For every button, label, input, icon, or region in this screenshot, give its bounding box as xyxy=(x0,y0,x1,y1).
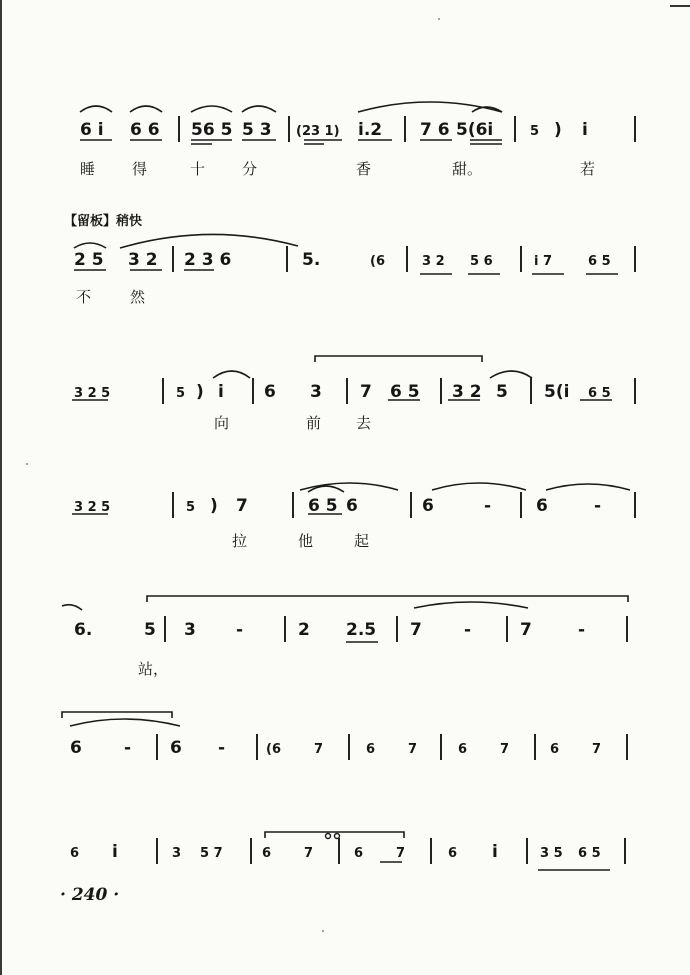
dash: - xyxy=(218,738,226,758)
barline xyxy=(634,246,636,272)
note-group: (23 1) xyxy=(296,124,340,139)
note: 5. xyxy=(302,250,321,270)
barline xyxy=(156,734,158,760)
note-group: 5 6 xyxy=(470,254,493,269)
note-group: 6 5 xyxy=(308,496,338,516)
note: 5 xyxy=(144,620,156,640)
lyric: 然 xyxy=(130,288,146,306)
note: 7 xyxy=(408,742,418,757)
note-group: 6 6 xyxy=(130,120,160,140)
dash: - xyxy=(464,620,472,640)
lyric: 若 xyxy=(580,160,596,178)
lyric: 站， xyxy=(138,660,169,678)
paren: ) xyxy=(554,120,562,140)
barline xyxy=(634,378,636,404)
note: 7 xyxy=(396,846,406,861)
notes-line xyxy=(0,496,690,526)
note-group: 3 2 xyxy=(128,250,158,270)
note: 6 xyxy=(354,846,364,861)
note: 6 xyxy=(536,496,548,516)
barline xyxy=(256,734,258,760)
note-group: 2 3 6 xyxy=(184,250,232,270)
notes-line xyxy=(0,250,690,280)
note: 6. xyxy=(74,620,93,640)
note-group: 5(6i xyxy=(456,120,494,140)
note: i xyxy=(582,120,588,140)
note: 5 xyxy=(496,382,508,402)
note-group: 6 5 xyxy=(578,846,601,861)
notes-line xyxy=(0,382,690,412)
dash: - xyxy=(578,620,586,640)
barline xyxy=(292,492,294,518)
lyric: 他 xyxy=(298,532,314,550)
speck xyxy=(322,930,324,932)
note: 3 xyxy=(184,620,196,640)
dash: - xyxy=(594,496,602,516)
note: 2 xyxy=(298,620,310,640)
lyric: 起 xyxy=(354,532,370,550)
note-group: 5(i xyxy=(544,382,570,402)
note: 6 xyxy=(346,496,358,516)
note: 7 xyxy=(314,742,324,757)
barline xyxy=(520,246,522,272)
note-group: 2 5 xyxy=(74,250,104,270)
notes-line xyxy=(0,620,690,650)
lyrics-line xyxy=(0,160,690,190)
note: 6 xyxy=(262,846,272,861)
barline xyxy=(526,838,528,864)
note-group: 5 3 xyxy=(242,120,272,140)
barline xyxy=(506,616,508,642)
lyric: 前 xyxy=(306,414,322,432)
note-group: 3 5 xyxy=(540,846,563,861)
note: i xyxy=(218,382,224,402)
note: i xyxy=(492,842,498,862)
page-number: · 240 · xyxy=(60,885,120,905)
notes-line xyxy=(0,842,690,872)
lyric: 拉 xyxy=(232,532,248,550)
barline xyxy=(156,838,158,864)
note: 5 xyxy=(176,386,186,401)
barline xyxy=(410,492,412,518)
notes-line xyxy=(0,738,690,768)
barline xyxy=(346,378,348,404)
barline xyxy=(288,116,290,142)
note-group: i.2 xyxy=(358,120,383,140)
note: 6 xyxy=(366,742,376,757)
note: 5 xyxy=(530,124,540,139)
lyrics-line xyxy=(0,660,690,690)
note: 2.5 xyxy=(346,620,377,640)
note: 3 xyxy=(172,846,182,861)
note-group: 3 2 5 xyxy=(74,386,111,401)
lyric: 甜。 xyxy=(452,160,483,178)
barline xyxy=(440,378,442,404)
dash: - xyxy=(124,738,132,758)
dash: - xyxy=(236,620,244,640)
note: 6 xyxy=(170,738,182,758)
note-group: 6 5 xyxy=(390,382,420,402)
barline xyxy=(162,378,164,404)
lyrics-line xyxy=(0,414,690,444)
note: 6 xyxy=(70,738,82,758)
note-group: 56 5 xyxy=(191,120,233,140)
note: 7 xyxy=(360,382,372,402)
note-group: 6 5 xyxy=(588,254,611,269)
lyric: 分 xyxy=(242,160,258,178)
lyric: 向 xyxy=(214,414,230,432)
barline xyxy=(514,116,516,142)
note-group: 7 6 xyxy=(420,120,450,140)
dash: - xyxy=(484,496,492,516)
barline xyxy=(286,246,288,272)
lyrics-line xyxy=(0,532,690,562)
note-group: 5 7 xyxy=(200,846,223,861)
barline xyxy=(534,734,536,760)
note-group: 3 2 5 xyxy=(74,500,111,515)
note-group: 6 5 xyxy=(588,386,611,401)
note: 6 xyxy=(550,742,560,757)
page-corner-mark xyxy=(670,5,690,7)
note: 7 xyxy=(410,620,422,640)
note: 7 xyxy=(592,742,602,757)
barline xyxy=(404,116,406,142)
lyric: 不 xyxy=(76,288,92,306)
barline xyxy=(348,734,350,760)
barline xyxy=(520,492,522,518)
barline xyxy=(178,116,180,142)
note: (6 xyxy=(266,742,281,757)
barline xyxy=(338,838,340,864)
barline xyxy=(626,616,628,642)
lyric: 睡 xyxy=(80,160,96,178)
note-group: 6 i xyxy=(80,120,104,140)
lyrics-line xyxy=(0,288,690,318)
note: 3 xyxy=(310,382,322,402)
note: 5 xyxy=(186,500,196,515)
barline xyxy=(396,616,398,642)
barline xyxy=(406,246,408,272)
tempo-mark: 【留板】稍快 xyxy=(64,214,143,229)
barline xyxy=(250,838,252,864)
note-group: 3 2 xyxy=(422,254,445,269)
speck xyxy=(438,18,440,20)
barline xyxy=(624,838,626,864)
barline xyxy=(530,378,532,404)
lyric: 十 xyxy=(190,160,206,178)
note: 6 xyxy=(264,382,276,402)
notes-line xyxy=(0,120,690,150)
lyric: 香 xyxy=(356,160,372,178)
lyric: 去 xyxy=(356,414,372,432)
barline xyxy=(634,492,636,518)
barline xyxy=(252,378,254,404)
note: 7 xyxy=(236,496,248,516)
barline xyxy=(172,246,174,272)
speck xyxy=(26,463,28,465)
note-group: 3 2 xyxy=(452,382,482,402)
barline xyxy=(440,734,442,760)
note: i xyxy=(112,842,118,862)
barline xyxy=(164,616,166,642)
paren: ) xyxy=(196,382,204,402)
note: 6 xyxy=(458,742,468,757)
note-group: i 7 xyxy=(534,254,553,269)
note: 6 xyxy=(70,846,80,861)
barline xyxy=(284,616,286,642)
barline xyxy=(626,734,628,760)
note: 7 xyxy=(520,620,532,640)
paren: ) xyxy=(210,496,218,516)
note: 6 xyxy=(448,846,458,861)
note: (6 xyxy=(370,254,385,269)
note: 7 xyxy=(500,742,510,757)
note: 7 xyxy=(304,846,314,861)
lyric: 得 xyxy=(132,160,148,178)
barline xyxy=(172,492,174,518)
note: 6 xyxy=(422,496,434,516)
barline xyxy=(634,116,636,142)
barline xyxy=(430,838,432,864)
